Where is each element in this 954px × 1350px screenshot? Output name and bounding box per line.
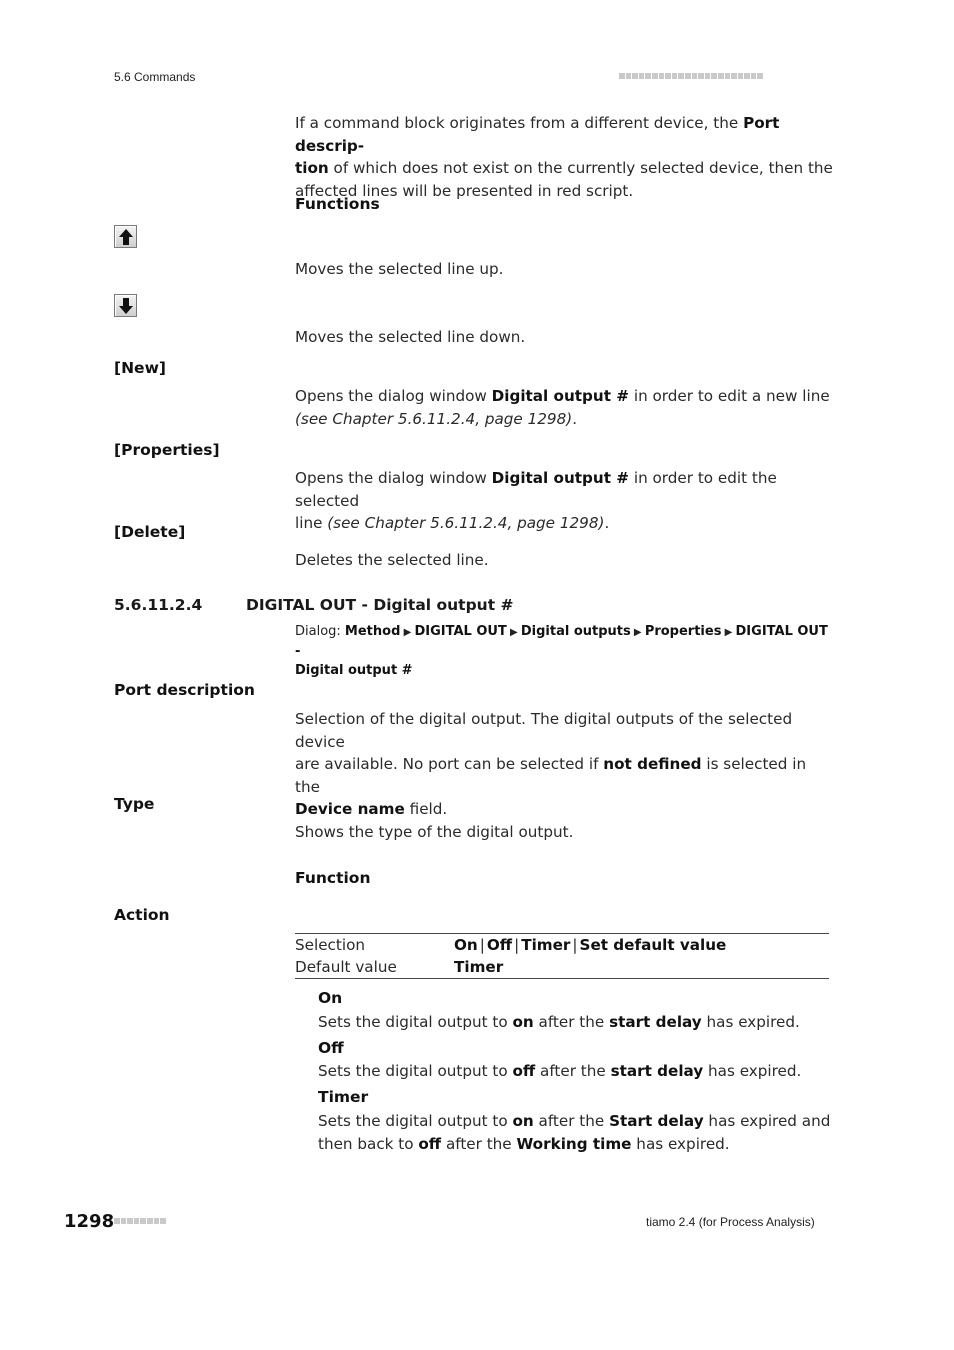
properties-text: Opens the dialog window [295, 469, 492, 487]
timer-text: after the [441, 1134, 517, 1153]
properties-text: . [604, 514, 610, 532]
port-bold: not defined [603, 755, 702, 773]
on-bold: start delay [609, 1013, 702, 1031]
intro-bold: Port descrip- [295, 114, 780, 155]
off-text: has expired. [703, 1062, 802, 1080]
decorative-square [725, 73, 731, 79]
decorative-square [757, 73, 763, 79]
chapter-reference: (see Chapter 5.6.11.2.4, page 1298) [327, 514, 605, 532]
timer-text: has expired and [703, 1112, 831, 1130]
intro-text: of which does not exist on the currently selected device, then the [328, 159, 833, 177]
table-row [295, 934, 829, 956]
option-separator: | [572, 936, 578, 954]
decorative-square [665, 73, 671, 79]
properties-description [295, 467, 835, 535]
decorative-square [147, 1218, 153, 1224]
breadcrumb-item: Properties [644, 624, 722, 639]
decorative-square [678, 73, 684, 79]
running-header-section: 5.6 Commands [114, 70, 196, 84]
breadcrumb-item: DIGITAL OUT - [295, 624, 828, 659]
decorative-square [160, 1218, 166, 1224]
breadcrumb-item: Method [344, 624, 401, 639]
new-label: [New] [114, 359, 166, 377]
new-bold: Digital output # [491, 387, 630, 405]
on-text: Sets the digital output to [318, 1013, 513, 1031]
new-text: . [572, 409, 578, 428]
footer-decorative-squares [114, 1218, 166, 1224]
intro-text: affected lines will be presented in red script. [295, 181, 634, 200]
port-text: is selected in the [295, 755, 807, 796]
arrow-down-icon [114, 294, 137, 317]
port-bold: Device name [295, 800, 405, 818]
default-value-key: Default value [295, 958, 397, 976]
port-text: are available. No port can be selected if [295, 755, 604, 773]
properties-text: line [295, 514, 328, 532]
move-down-description: Moves the selected line down. [295, 328, 526, 346]
chapter-reference: (see Chapter 5.6.11.2.4, page 1298) [295, 409, 573, 428]
decorative-square [698, 73, 704, 79]
section-title: DIGITAL OUT - Digital output # [246, 596, 514, 614]
selection-key: Selection [295, 936, 365, 954]
action-selection-table [295, 933, 829, 979]
decorative-square [140, 1218, 146, 1224]
decorative-square [619, 73, 625, 79]
off-text: after the [535, 1062, 611, 1080]
type-label: Type [114, 795, 155, 813]
action-label: Action [114, 906, 170, 924]
table-row [295, 956, 829, 978]
decorative-square [738, 73, 744, 79]
arrow-up-icon [114, 225, 137, 248]
header-decorative-squares [619, 73, 763, 79]
decorative-square [645, 73, 651, 79]
properties-label: [Properties] [114, 441, 220, 459]
decorative-square [685, 73, 691, 79]
move-up-description: Moves the selected line up. [295, 260, 504, 278]
breadcrumb-item: DIGITAL OUT [414, 624, 507, 639]
on-title: On [318, 989, 343, 1007]
on-bold: on [512, 1013, 534, 1031]
off-title: Off [318, 1039, 344, 1057]
port-text: field. [404, 800, 448, 818]
functions-heading: Functions [295, 195, 380, 213]
decorative-square [127, 1218, 133, 1224]
new-text: Opens the dialog window [295, 387, 492, 405]
decorative-square [639, 73, 645, 79]
breadcrumb-item: Digital output # [295, 663, 413, 678]
on-text: after the [533, 1013, 610, 1031]
selection-option: Off [486, 936, 513, 954]
properties-text: in order to edit the selected [295, 469, 777, 510]
decorative-square [632, 73, 638, 79]
decorative-square [744, 73, 750, 79]
new-text: in order to edit a new line [629, 387, 830, 405]
default-value: Timer [454, 958, 504, 976]
decorative-square [121, 1218, 127, 1224]
timer-title: Timer [318, 1088, 369, 1106]
intro-bold: tion [295, 159, 329, 177]
option-separator: | [479, 936, 485, 954]
decorative-square [154, 1218, 160, 1224]
decorative-square [134, 1218, 140, 1224]
running-footer-product: tiamo 2.4 (for Process Analysis) [646, 1215, 815, 1229]
decorative-square [626, 73, 632, 79]
on-description [318, 1011, 800, 1034]
breadcrumb-arrow-icon: ▶ [721, 627, 736, 638]
page-number: 1298 [64, 1211, 115, 1232]
breadcrumb-arrow-icon: ▶ [630, 627, 645, 638]
timer-bold: on [512, 1112, 534, 1130]
breadcrumb-arrow-icon: ▶ [506, 627, 521, 638]
decorative-square [705, 73, 711, 79]
section-number: 5.6.11.2.4 [114, 596, 203, 614]
off-bold: off [512, 1062, 536, 1080]
decorative-square [692, 73, 698, 79]
decorative-square [718, 73, 724, 79]
dialog-breadcrumb [295, 622, 835, 680]
new-description [295, 385, 835, 430]
timer-bold: Start delay [609, 1112, 704, 1130]
off-description [318, 1060, 801, 1083]
decorative-square [711, 73, 717, 79]
delete-description: Deletes the selected line. [295, 551, 489, 569]
port-description-label: Port description [114, 681, 255, 699]
delete-label: [Delete] [114, 523, 186, 541]
decorative-square [652, 73, 658, 79]
timer-text: has expired. [631, 1134, 730, 1153]
on-text: has expired. [701, 1013, 800, 1031]
decorative-square [731, 73, 737, 79]
decorative-square [659, 73, 665, 79]
timer-bold: off [418, 1134, 442, 1153]
timer-text: Sets the digital output to [318, 1112, 513, 1130]
intro-paragraph [295, 112, 835, 202]
function-heading: Function [295, 869, 371, 887]
selection-option: Timer [521, 936, 571, 954]
selection-option: On [454, 936, 478, 954]
dialog-prefix: Dialog: [295, 624, 345, 639]
decorative-square [672, 73, 678, 79]
timer-text: then back to [318, 1134, 419, 1153]
timer-description [318, 1110, 838, 1155]
option-separator: | [514, 936, 520, 954]
selection-options [454, 934, 829, 956]
intro-text: If a command block originates from a different device, the [295, 114, 744, 132]
off-bold: start delay [610, 1062, 704, 1080]
off-text: Sets the digital output to [318, 1062, 513, 1080]
breadcrumb-arrow-icon: ▶ [400, 627, 415, 638]
timer-text: after the [533, 1112, 610, 1130]
type-description: Shows the type of the digital output. [295, 823, 574, 841]
breadcrumb-item: Digital outputs [520, 624, 631, 639]
timer-bold: Working time [516, 1134, 632, 1153]
port-description-text [295, 708, 835, 821]
port-text: Selection of the digital output. The digital outputs of the selected device [295, 710, 793, 751]
decorative-square [114, 1218, 120, 1224]
selection-option: Set default value [579, 936, 727, 954]
decorative-square [751, 73, 757, 79]
properties-bold: Digital output # [491, 469, 630, 487]
